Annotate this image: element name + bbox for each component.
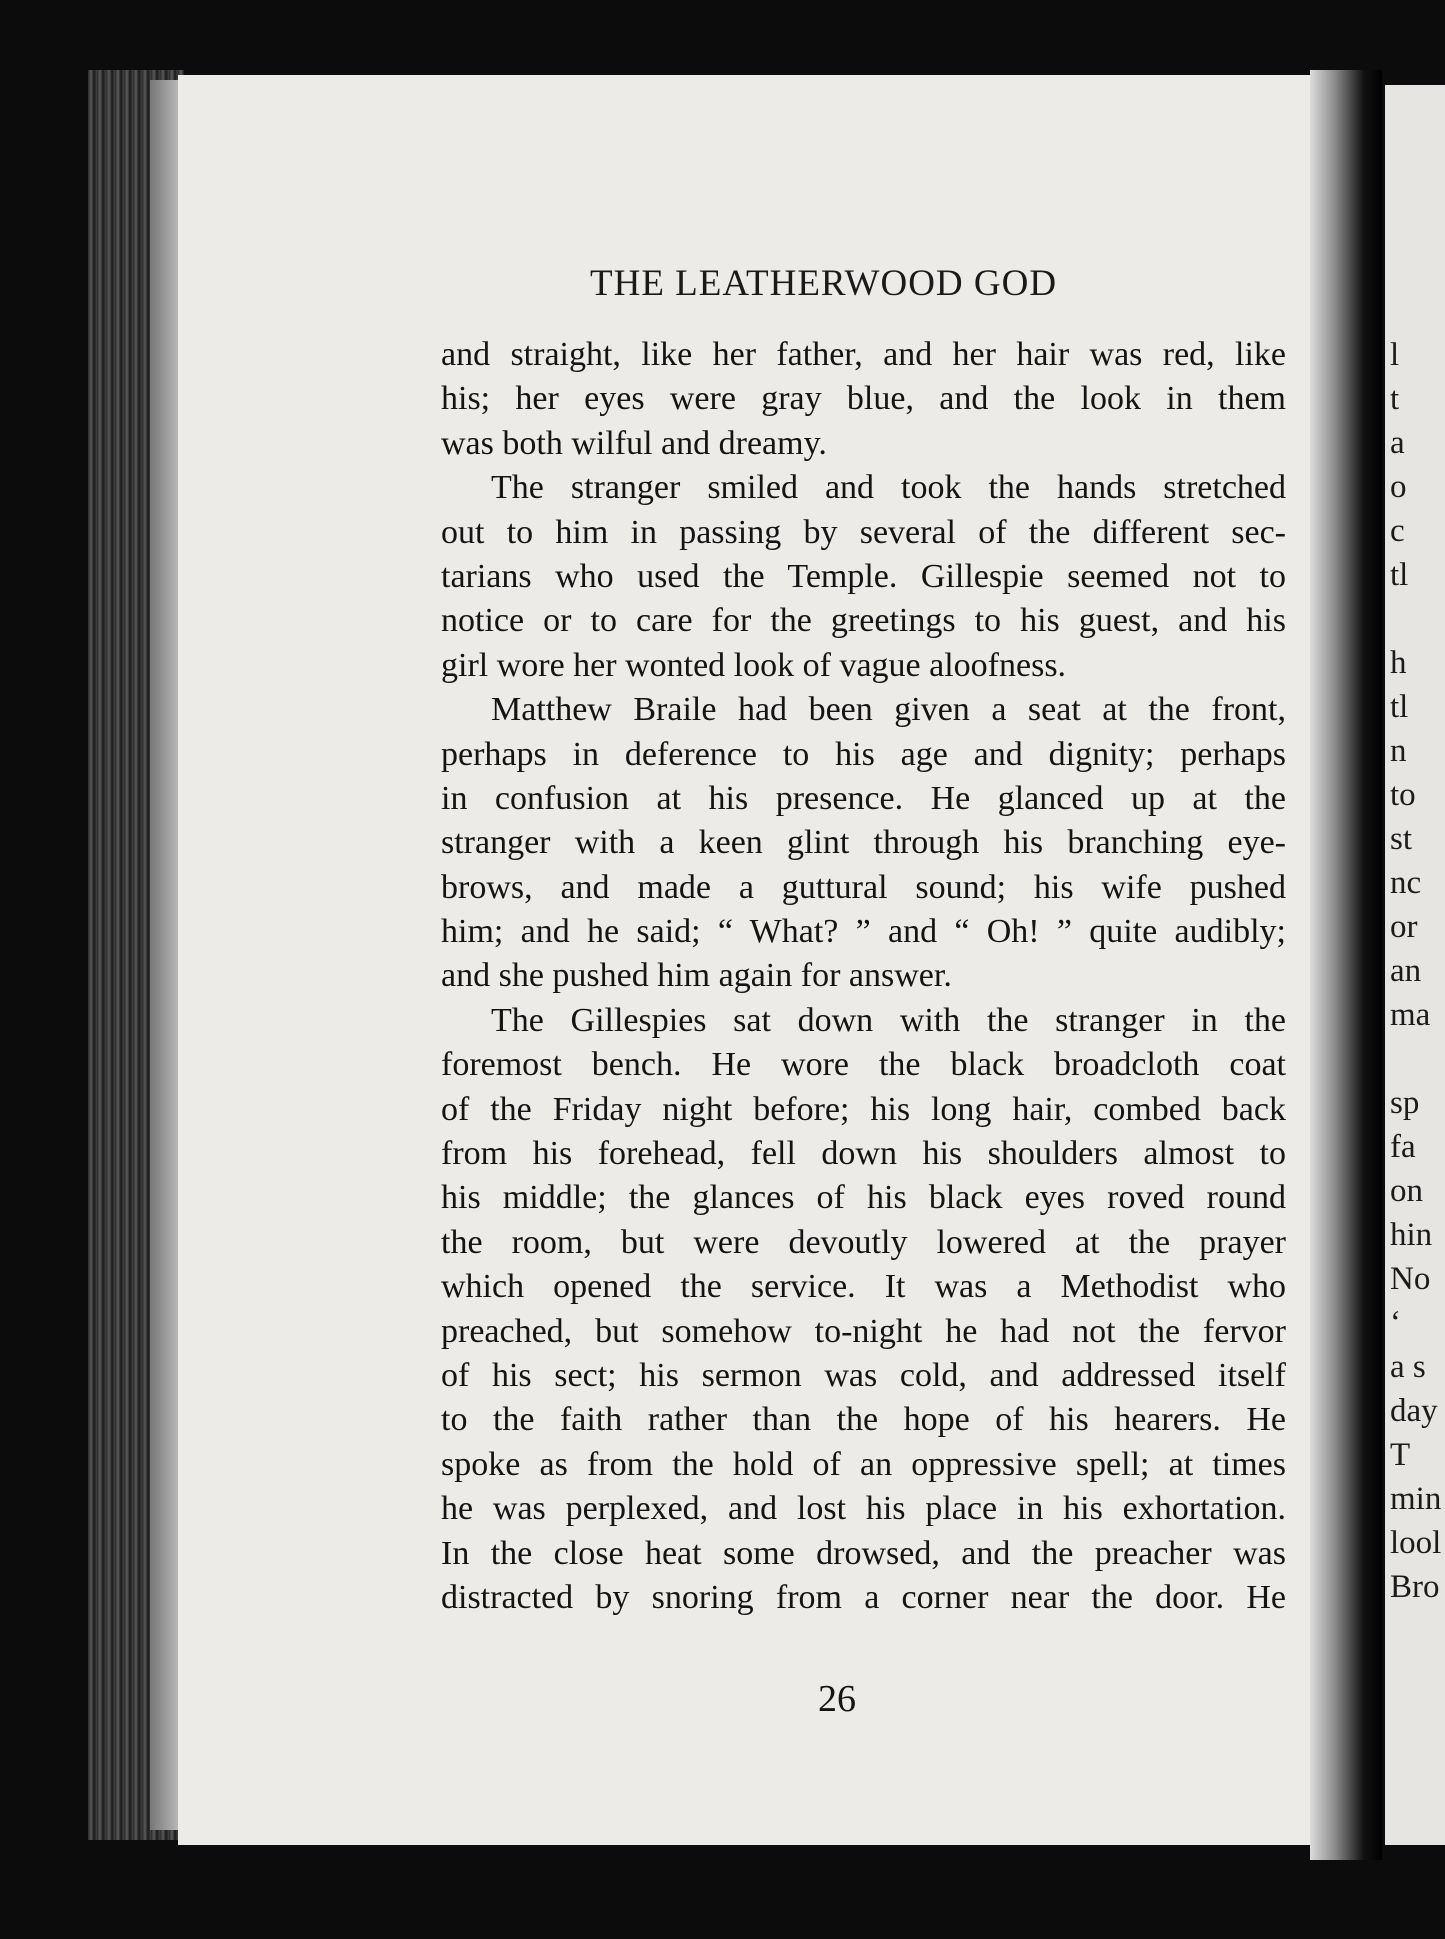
text-line: preached, but somehow to-night he had not the fervor <box>441 1312 1286 1350</box>
facing-page-fragment: day <box>1390 1393 1438 1429</box>
text-line: The Gillespies sat down with the stranger in the <box>491 1001 1286 1039</box>
facing-page-fragment: tl <box>1390 689 1409 725</box>
running-head: THE LEATHERWOOD GOD <box>590 263 1058 304</box>
facing-page-fragment: n <box>1390 733 1407 769</box>
text-line: In the close heat some drowsed, and the preacher was <box>441 1534 1286 1572</box>
text-line: of his sect; his sermon was cold, and addressed itself <box>441 1356 1286 1394</box>
text-line: and she pushed him again for answer. <box>441 957 952 995</box>
facing-page-fragment <box>1390 597 1436 641</box>
page-body-text <box>441 333 1286 1620</box>
facing-page-fragment: No <box>1390 1261 1431 1297</box>
text-line: which opened the service. It was a Methodist who <box>441 1268 1286 1306</box>
text-line: spoke as from the hold of an oppressive spell; at times <box>441 1445 1286 1483</box>
text-line: foremost bench. He wore the black broadcloth coat <box>441 1046 1286 1084</box>
facing-page-fragment: a <box>1390 425 1405 461</box>
text-line: and straight, like her father, and her hair was red, like <box>441 336 1286 373</box>
text-line: tarians who used the Temple. Gillespie seemed not to <box>441 557 1286 595</box>
facing-page-fragment: st <box>1390 821 1413 857</box>
facing-page-fragment: a s <box>1390 1349 1426 1385</box>
facing-page-fragment: lool <box>1390 1525 1442 1561</box>
facing-page-fragment: ma <box>1390 997 1431 1033</box>
facing-page-fragment: an <box>1390 953 1422 989</box>
facing-page-fragment: tl <box>1390 557 1409 593</box>
page-number: 26 <box>818 1678 856 1720</box>
text-line: stranger with a keen glint through his branching eye- <box>441 824 1286 862</box>
facing-page-fragment: c <box>1390 513 1405 549</box>
text-line: was both wilful and dreamy. <box>441 424 827 462</box>
text-line: Matthew Braile had been given a seat at the front, <box>491 691 1286 729</box>
facing-page-fragment: to <box>1390 777 1416 813</box>
facing-page-fragment: on <box>1390 1173 1423 1209</box>
page-edges <box>150 80 180 1830</box>
book-gutter <box>1310 70 1382 1860</box>
facing-page-fragment: h <box>1390 645 1407 681</box>
text-line: of the Friday night before; his long hair, combed back <box>441 1090 1286 1128</box>
facing-page-fragment: t <box>1390 381 1400 417</box>
facing-page-fragment <box>1390 1037 1436 1081</box>
text-line: the room, but were devoutly lowered at the prayer <box>441 1223 1286 1261</box>
facing-page-fragment: min <box>1390 1481 1442 1517</box>
text-line: brows, and made a guttural sound; his wife pushed <box>441 868 1286 906</box>
text-line: distracted by snoring from a corner near the door. He <box>441 1578 1286 1616</box>
text-line: girl wore her wonted look of vague aloofness. <box>441 646 1067 684</box>
facing-page-fragment: Bro <box>1390 1569 1440 1605</box>
facing-page-fragment: or <box>1390 909 1418 945</box>
facing-page-fragment: T <box>1390 1437 1411 1473</box>
text-line: his middle; the glances of his black eyes roved round <box>441 1179 1286 1217</box>
facing-page-fragment: l <box>1390 337 1400 373</box>
text-line: out to him in passing by several of the different sec- <box>441 513 1286 551</box>
facing-page-fragment: ‘ <box>1390 1305 1401 1341</box>
facing-page-text <box>1390 333 1442 1609</box>
text-line: notice or to care for the greetings to his guest, and his <box>441 602 1286 640</box>
text-line: from his forehead, fell down his shoulders almost to <box>441 1135 1286 1173</box>
text-line: he was perplexed, and lost his place in his exhortation. <box>441 1490 1286 1528</box>
facing-page-fragment: sp <box>1390 1085 1420 1121</box>
text-line: in confusion at his presence. He glanced up at the <box>441 779 1286 817</box>
facing-page-fragment: fa <box>1390 1129 1416 1165</box>
facing-page-fragment: o <box>1390 469 1407 505</box>
text-line: to the faith rather than the hope of his hearers. He <box>441 1401 1286 1439</box>
text-line: his; her eyes were gray blue, and the look in them <box>441 380 1286 418</box>
text-line: The stranger smiled and took the hands stretched <box>491 469 1286 507</box>
text-line: him; and he said; “ What? ” and “ Oh! ” quite audibly; <box>441 913 1286 951</box>
facing-page-fragment: nc <box>1390 865 1422 901</box>
text-line: perhaps in deference to his age and dignity; perhaps <box>441 735 1286 773</box>
facing-page-fragment: hin <box>1390 1217 1433 1253</box>
